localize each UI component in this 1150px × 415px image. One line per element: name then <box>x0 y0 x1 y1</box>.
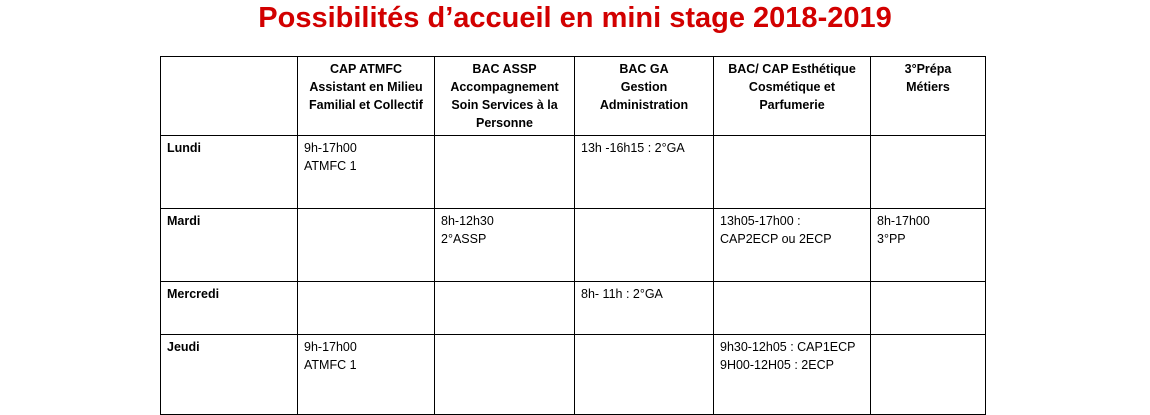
page-title: Possibilités d’accueil en mini stage 2018-2019 <box>258 2 892 34</box>
table-cell <box>298 282 435 335</box>
header-empty-cell <box>161 57 298 136</box>
table-header-row <box>161 57 986 136</box>
table-cell: 9h-17h00 ATMFC 1 <box>298 136 435 209</box>
table-cell <box>871 136 986 209</box>
header-bac-ga: BAC GA Gestion Administration <box>575 57 714 136</box>
table-cell <box>435 335 575 415</box>
table-cell <box>871 282 986 335</box>
table-row <box>161 282 986 335</box>
header-prepa-metiers: 3°Prépa Métiers <box>871 57 986 136</box>
table-row <box>161 209 986 282</box>
table-cell <box>435 136 575 209</box>
table-cell: 9h-17h00 ATMFC 1 <box>298 335 435 415</box>
table-cell: 8h-17h00 3°PP <box>871 209 986 282</box>
table-cell: 13h -16h15 : 2°GA <box>575 136 714 209</box>
table-cell <box>435 282 575 335</box>
day-label: Mercredi <box>161 282 298 335</box>
table-cell: 8h- 11h : 2°GA <box>575 282 714 335</box>
table-cell <box>575 335 714 415</box>
schedule-table <box>160 56 986 415</box>
table-cell: 13h05-17h00 : CAP2ECP ou 2ECP <box>714 209 871 282</box>
table-cell <box>871 335 986 415</box>
table-row <box>161 136 986 209</box>
table-row <box>161 335 986 415</box>
day-label: Jeudi <box>161 335 298 415</box>
table-cell <box>298 209 435 282</box>
header-bac-assp: BAC ASSP Accompagnement Soin Services à la Personne <box>435 57 575 136</box>
table-cell: 8h-12h30 2°ASSP <box>435 209 575 282</box>
header-esthetique: BAC/ CAP Esthétique Cosmétique et Parfumerie <box>714 57 871 136</box>
table-cell <box>714 282 871 335</box>
day-label: Mardi <box>161 209 298 282</box>
header-cap-atmfc: CAP ATMFC Assistant en Milieu Familial et Collectif <box>298 57 435 136</box>
day-label: Lundi <box>161 136 298 209</box>
table-cell <box>575 209 714 282</box>
table-cell: 9h30-12h05 : CAP1ECP 9H00-12H05 : 2ECP <box>714 335 871 415</box>
table-cell <box>714 136 871 209</box>
